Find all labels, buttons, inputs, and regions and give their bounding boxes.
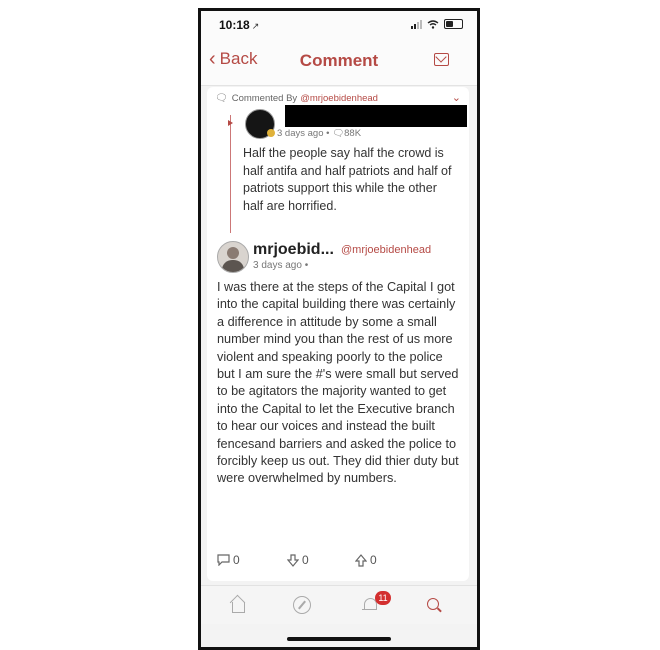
parent-meta: 3 days ago • 🗨88K: [277, 128, 362, 139]
commented-by-row: [215, 93, 463, 104]
phone-frame: [198, 8, 480, 650]
commented-by-handle[interactable]: @mrjoebidenhead: [300, 93, 378, 104]
nav-bar: [201, 37, 477, 86]
reply-icon: [217, 554, 230, 566]
commented-by-label: Commented By: [231, 93, 298, 104]
page-title: Comment: [299, 51, 379, 70]
home-icon[interactable]: [229, 596, 247, 614]
author-handle[interactable]: @mrjoebidenhead: [341, 244, 432, 256]
downvote-button[interactable]: [287, 553, 309, 567]
comment-body: I was there at the steps of the Capital I got into the capital building there was certainly a difference in attitude by some a small number mind you than the rest of us more violent and speaking poorly to the police but I am sure the #'s were small but served to be agitators the majority wanted to get into the Capital to let the Executive branch to hear our voices and instead the built fencesand barriers and asked the police to forcibly keep us out. They did thier duty but were overwhelmed by numbers.: [217, 280, 459, 486]
wifi-icon: [427, 20, 439, 29]
status-bar: [201, 11, 477, 37]
comment-icon: 🗨: [215, 93, 228, 104]
mail-icon[interactable]: [434, 53, 449, 66]
chevron-down-icon[interactable]: ⌄: [451, 92, 461, 104]
downvote-count: 0: [302, 553, 309, 567]
notification-badge: 11: [375, 591, 391, 605]
upvote-button[interactable]: [355, 553, 377, 567]
tab-bar: [201, 585, 477, 624]
comment-card: [207, 87, 469, 581]
redacted-name: [285, 105, 467, 127]
compass-icon[interactable]: [293, 596, 311, 614]
home-indicator[interactable]: [287, 637, 391, 641]
thread-line: [230, 115, 231, 233]
reply-button[interactable]: [217, 553, 240, 567]
author-avatar[interactable]: [217, 241, 249, 273]
arrow-down-icon: [287, 554, 299, 567]
comment-time: 3 days ago •: [253, 260, 309, 271]
arrow-up-icon: [355, 554, 367, 567]
status-time: 10:18 ↗: [219, 18, 260, 32]
reply-count: 0: [233, 553, 240, 567]
upvote-count: 0: [370, 553, 377, 567]
back-label: Back: [219, 49, 258, 68]
chevron-left-icon: ‹: [209, 48, 216, 70]
thread-arrow-icon: [228, 120, 233, 126]
location-icon: ↗: [251, 21, 260, 31]
battery-icon: [444, 19, 463, 29]
search-icon[interactable]: [425, 596, 443, 614]
status-icons: [411, 19, 463, 29]
signal-icon: [411, 19, 422, 29]
comment-actions: [217, 553, 417, 571]
author-name[interactable]: mrjoebid...: [253, 241, 334, 258]
verified-badge-icon: [267, 129, 275, 137]
parent-comment-text: Half the people say half the crowd is half antifa and half patriots and half of patriots support this while the other half are horrified.: [243, 146, 452, 213]
